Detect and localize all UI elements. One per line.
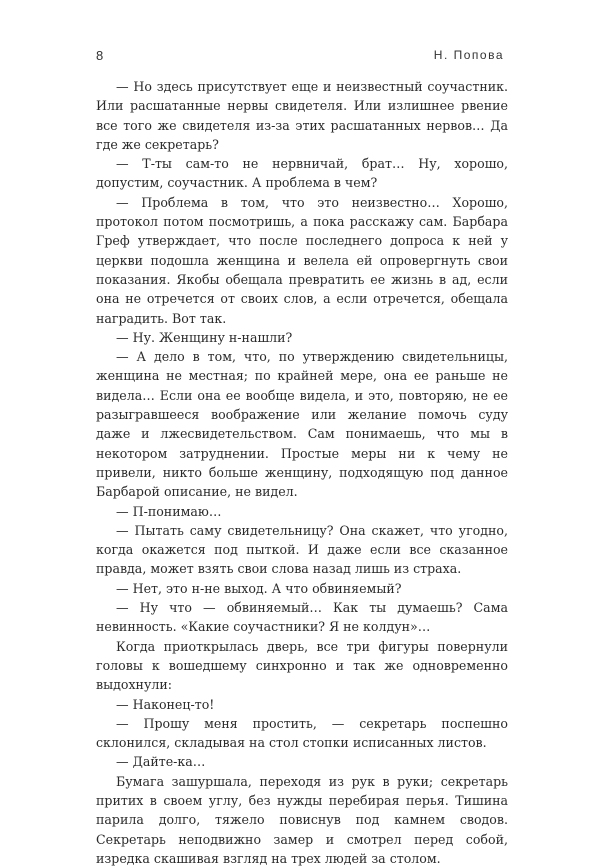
paragraph: — Прошу меня простить, — секретарь поспешно склонился, складывая на стол стопки исписанных листов. (96, 715, 508, 751)
running-title: Н. Попова (433, 48, 504, 62)
paragraph: — Ну. Женщину н-нашли? (116, 329, 293, 345)
paragraph: — Дайте-ка… (116, 754, 206, 770)
paragraph: Бумага зашуршала, переходя из рук в руки; секретарь притих в своем углу, без нужды перебирая перья. Тишина парила долго, тяжело повиснув под камнем сводов. Секретарь неподвижно замер и смотрел перед собой, изредка скашивая взгляд на трех людей за столом. (96, 773, 508, 866)
paragraph: — Наконец-то! (116, 696, 215, 712)
paragraph: — Т-ты сам-то не нервничай, брат… Ну, хорошо, допустим, соучастник. А проблема в чем? (96, 156, 508, 191)
paragraph: — Проблема в том, что это неизвестно… Хорошо, протокол потом посмотришь, а пока расскажу сам. Барбара Греф утверждает, что после последнего допроса к ней у церкви подошла женщина и велела ей опровергнуть свои показания. Якобы обещала превратить ее жизнь в ад, если она не отречется от своих слов, а если отречется, обещала наградить. Вот так. (96, 194, 508, 326)
paragraph: Когда приоткрылась дверь, все три фигуры повернули головы к вошедшему синхронно и так же одновременно выдохнули: (96, 638, 508, 693)
paragraph: — Пытать саму свидетельницу? Она скажет, что угодно, когда окажется под пыткой. И даже если все сказанное правда, может взять свои слова назад лишь из страха. (96, 522, 508, 577)
body-text (96, 77, 508, 868)
paragraph: — Нет, это н-не выход. А что обвиняемый? (116, 580, 402, 596)
paragraph: — Ну что — обвиняемый… Как ты думаешь? Сама невинность. «Какие соучастники? Я не колдун»… (96, 600, 508, 635)
page-header (96, 48, 504, 68)
paragraph: — А дело в том, что, по утверждению свидетельницы, женщина не местная; по крайней мере, она ее раньше не видела… Если она ее вообще видела, и это, повторяю, не ее разыгравшееся воображение или желание помочь суду даже и лжесвидетельством. Сам понимаешь, что мы в некотором затруднении. Простые меры ни к чему не привели, никто больше женщину, подходящую под данное Барбарой описание, не видел. (96, 349, 508, 500)
paragraph: — П-понимаю… (116, 503, 222, 519)
page-number: 8 (96, 48, 104, 63)
paragraph: — Но здесь присутствует еще и неизвестный соучастник. Или расшатанные нервы свидетеля. Или излишнее рвение все того же свидетеля из-за этих расшатанных нервов… Да где же секретарь? (96, 79, 508, 152)
